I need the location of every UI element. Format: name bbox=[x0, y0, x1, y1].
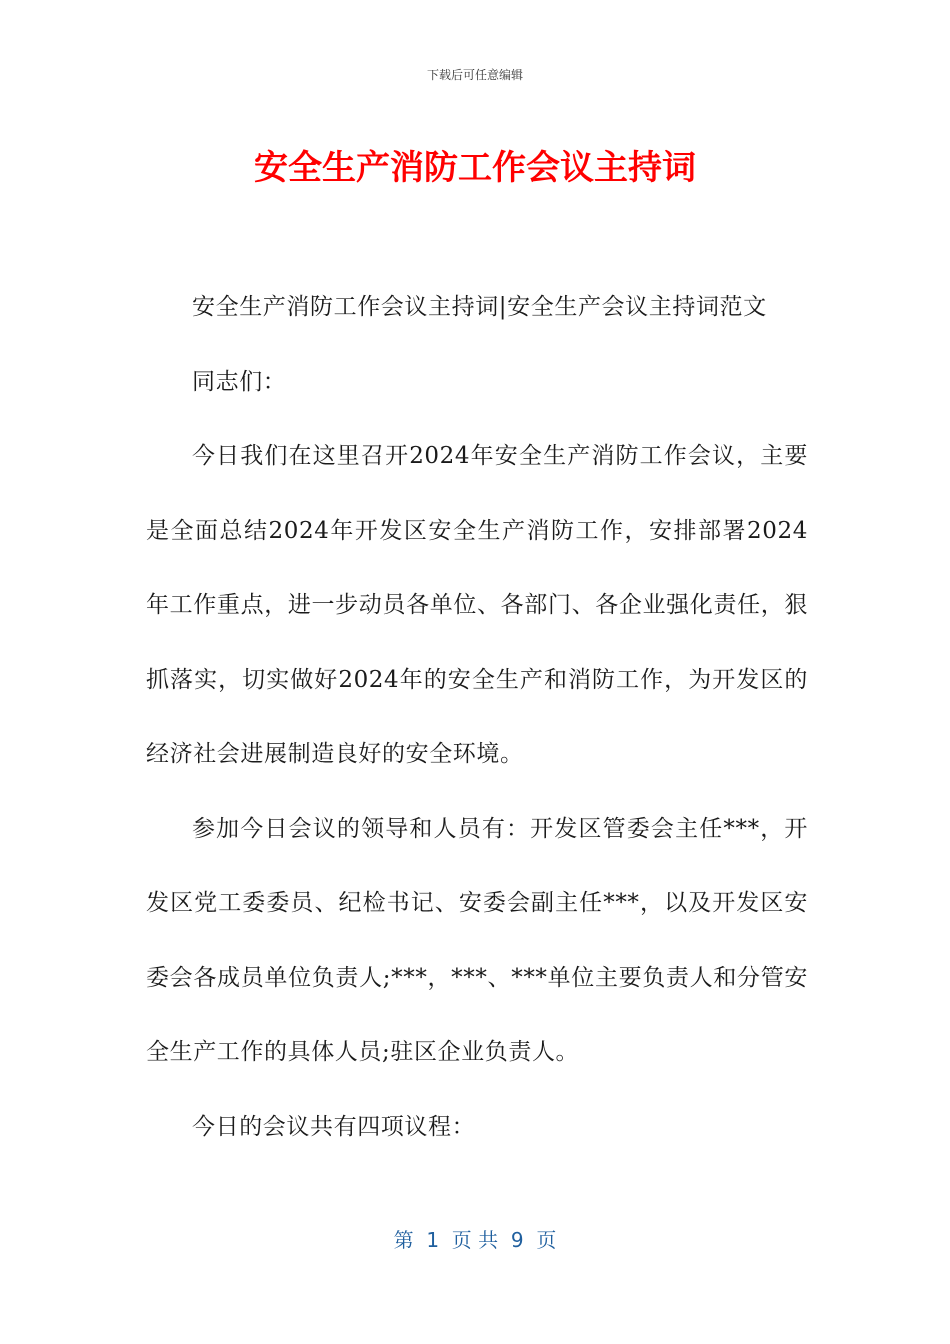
paragraph-opening: 今日我们在这里召开2024年安全生产消防工作会议，主要是全面总结2024年开发区安全生产消防工作，安排部署2024年工作重点，进一步动员各单位、各部门、各企业强化责任，狠抓落实，切实做好2024年的安全生产和消防工作，为开发区的经济社会进展制造良好的安全环境。 bbox=[146, 443, 808, 767]
header-note: 下载后可任意编辑 bbox=[426, 68, 523, 82]
paragraph-attendees: 参加今日会议的领导和人员有：开发区管委会主任***，开发区党工委委员、纪检书记、安委会副主任***，以及开发区安委会各成员单位负责人;***，***、***单位主要负责人和分管安全生产工作的具体人员;驻区企业负责人。 bbox=[146, 815, 808, 1065]
paragraph-subtitle: 安全生产消防工作会议主持词|安全生产会议主持词范文 bbox=[192, 294, 767, 320]
document-body bbox=[146, 270, 808, 1164]
document-title: 安全生产消防工作会议主持词 bbox=[254, 148, 696, 188]
paragraph-salutation: 同志们： bbox=[192, 368, 287, 395]
paragraph-agenda-intro: 今日的会议共有四项议程： bbox=[192, 1113, 476, 1140]
page-number-footer: 第 1 页 共 9 页 bbox=[393, 1228, 557, 1252]
